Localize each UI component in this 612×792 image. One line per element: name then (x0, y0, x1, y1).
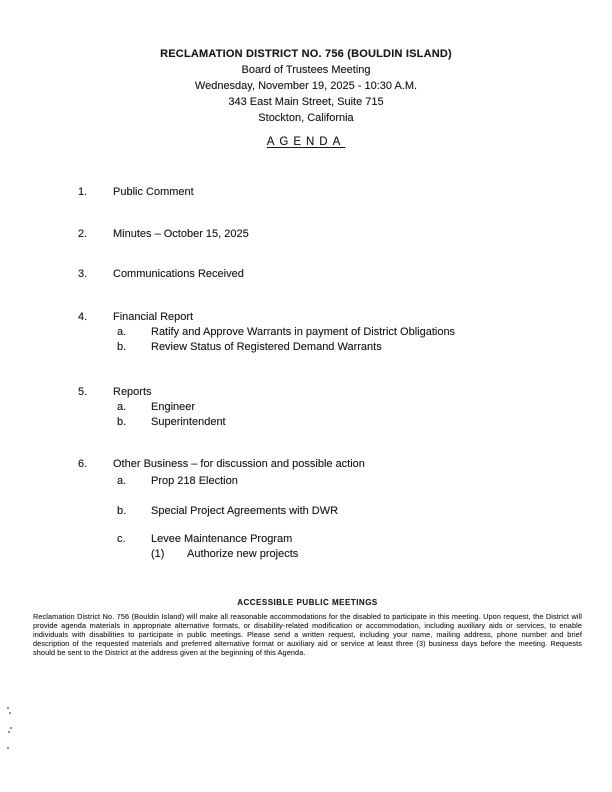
accessibility-heading: ACCESSIBLE PUBLIC MEETINGS (237, 598, 378, 607)
agenda-row (78, 227, 582, 242)
scan-artifact-dot (7, 747, 9, 749)
agenda-item-1 (78, 185, 582, 200)
item-label: 2. (78, 228, 88, 240)
scan-artifact-dot (8, 731, 10, 733)
scan-artifact-dot (9, 712, 11, 714)
item-label: b. (117, 505, 127, 517)
item-text: Authorize new projects (187, 548, 299, 560)
item-text: Engineer (151, 401, 196, 413)
district-title: RECLAMATION DISTRICT NO. 756 (BOULDIN ISLAND) (160, 48, 452, 60)
agenda-item-3 (78, 267, 582, 282)
agenda-list (0, 185, 612, 562)
item-label: (1) (151, 548, 165, 560)
item-text: Communications Received (113, 268, 244, 280)
item-label: 4. (78, 311, 88, 323)
agenda-row (78, 340, 582, 355)
item-label: b. (117, 416, 127, 428)
agenda-row (78, 185, 582, 200)
item-label: 5. (78, 386, 88, 398)
accessibility-notice (33, 597, 582, 657)
agenda-item-4 (78, 310, 582, 355)
item-text: Special Project Agreements with DWR (151, 505, 339, 517)
scan-artifact-dot (10, 727, 12, 729)
agenda-row (78, 385, 582, 400)
item-text: Reports (113, 386, 152, 398)
document-header (0, 0, 612, 150)
meeting-address: 343 East Main Street, Suite 715 (228, 96, 384, 108)
agenda-item-2 (78, 227, 582, 242)
agenda-row (78, 400, 582, 415)
agenda-row (78, 547, 582, 562)
item-label: a. (117, 326, 127, 338)
item-text: Financial Report (113, 311, 194, 323)
agenda-row (78, 532, 582, 547)
item-label: 6. (78, 458, 88, 470)
item-label: b. (117, 341, 127, 353)
agenda-row (78, 325, 582, 340)
item-label: 1. (78, 186, 88, 198)
agenda-row (78, 310, 582, 325)
agenda-row (78, 415, 582, 430)
agenda-item-5 (78, 385, 582, 430)
item-text: Other Business – for discussion and possible action (113, 458, 365, 470)
agenda-heading: AGENDA (266, 136, 346, 148)
agenda-row (78, 474, 582, 489)
agenda-item-6 (78, 457, 582, 562)
agenda-row (78, 504, 582, 519)
item-text: Ratify and Approve Warrants in payment of District Obligations (151, 326, 456, 338)
item-label: c. (117, 533, 126, 545)
item-text: Superintendent (151, 416, 226, 428)
agenda-row (78, 457, 582, 472)
item-text: Prop 218 Election (151, 475, 238, 487)
item-text: Levee Maintenance Program (151, 533, 293, 545)
item-text: Review Status of Registered Demand Warrants (151, 341, 382, 353)
meeting-city: Stockton, California (258, 112, 354, 124)
item-label: a. (117, 401, 127, 413)
item-label: a. (117, 475, 127, 487)
item-text: Minutes – October 15, 2025 (113, 228, 249, 240)
meeting-datetime: Wednesday, November 19, 2025 - 10:30 A.M. (194, 80, 418, 92)
agenda-row (78, 267, 582, 282)
accessibility-paragraph: Reclamation District No. 756 (Bouldin Island) will make all reasonable accommodations for the disabled to participate in this meeting. Upon request, the District will provide agenda materials in appropriate alternative formats, or disability-related modification or accommodation, including auxiliary aids or services, to enable individuals with disabilities to participate in public meetings. Please send a written request, including your name, mailing address, phone number and brief description of the requested materials and preferred alternative format or auxiliary aid or service at least three (3) business days before the meeting. Requests should be sent to the District at the address given at the beginning of this Agenda. (33, 612, 582, 658)
item-text: Public Comment (113, 186, 194, 198)
item-label: 3. (78, 268, 88, 280)
meeting-type: Board of Trustees Meeting (241, 64, 371, 76)
scan-artifact-dot (7, 707, 9, 709)
